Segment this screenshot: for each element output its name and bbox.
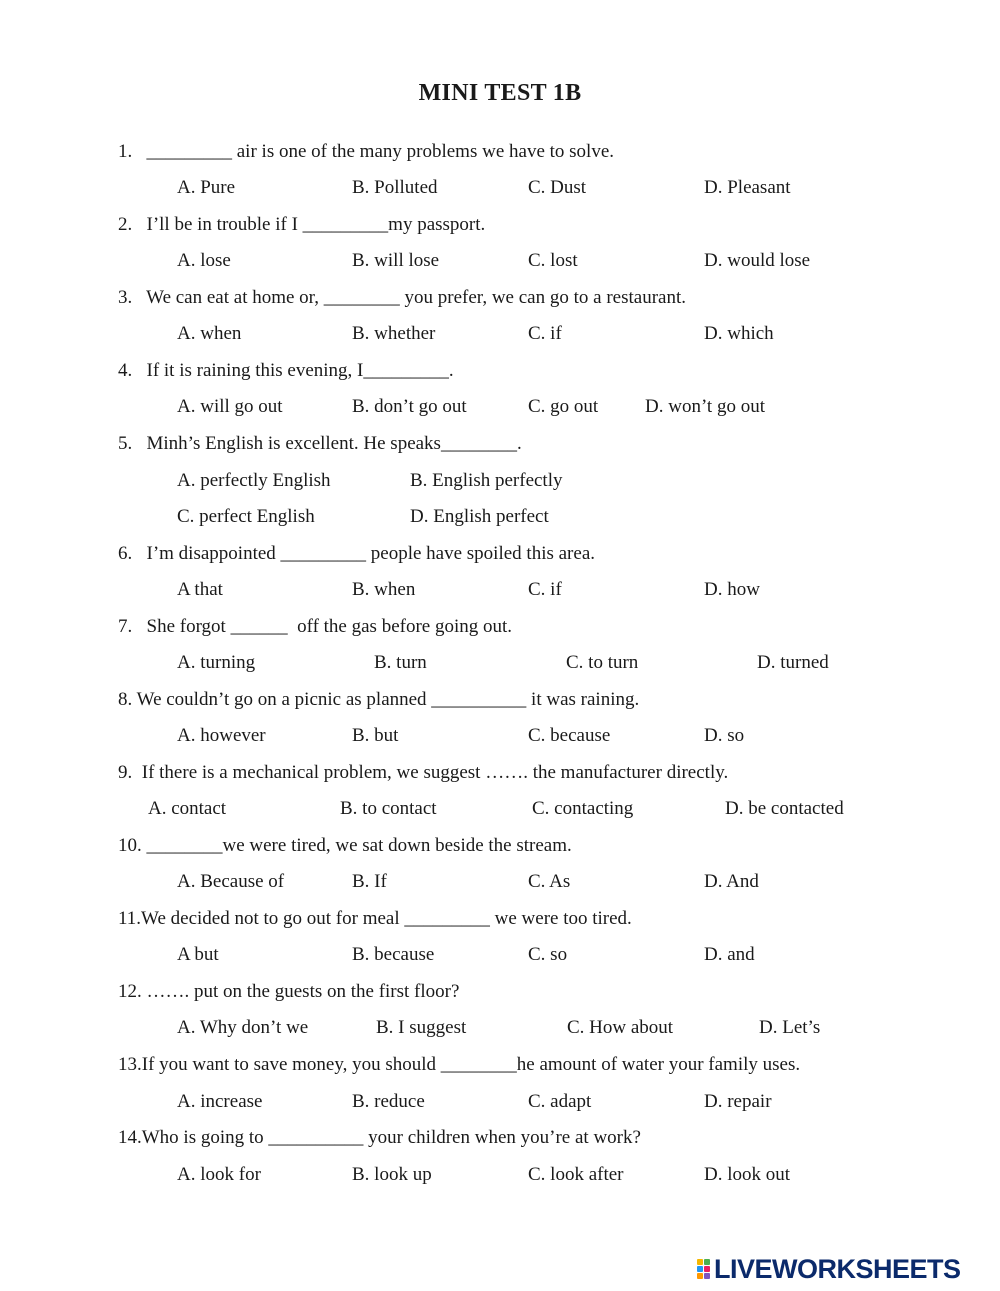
question-13: 13.If you want to save money, you should ________he amount of water your family uses. (118, 1054, 801, 1075)
option[interactable]: B. but (352, 725, 399, 746)
option[interactable]: B. to contact (340, 798, 437, 819)
option[interactable]: C. As (528, 871, 571, 892)
option[interactable]: A. Because of (177, 871, 285, 892)
option[interactable]: B. turn (374, 652, 427, 673)
option[interactable]: C. contacting (532, 798, 634, 819)
brand-name: LIVEWORKSHEETS (714, 1253, 961, 1284)
option[interactable]: D. so (704, 725, 745, 746)
option[interactable]: D. be contacted (725, 798, 844, 819)
option[interactable]: B. If (352, 871, 387, 892)
option[interactable]: A. turning (177, 652, 256, 673)
option[interactable]: A. when (177, 323, 242, 344)
option[interactable]: B. will lose (352, 250, 440, 271)
question-14: 14.Who is going to __________ your children when you’re at work? (118, 1127, 641, 1148)
liveworksheets-logo-icon (697, 1259, 710, 1279)
option[interactable]: A. contact (148, 798, 227, 819)
question-7: 7. She forgot ______ off the gas before going out. (118, 616, 513, 637)
question-5: 5. Minh’s English is excellent. He speaks________. (118, 433, 522, 454)
option[interactable]: B. don’t go out (352, 396, 467, 417)
option[interactable]: C. because (528, 725, 611, 746)
option[interactable]: D. which (704, 323, 774, 344)
option[interactable]: A. Pure (177, 177, 236, 198)
option[interactable]: B. English perfectly (410, 470, 563, 491)
option[interactable]: A. look for (177, 1164, 261, 1185)
option[interactable]: C. to turn (566, 652, 639, 673)
option[interactable]: C. look after (528, 1164, 624, 1185)
question-10: 10. ________we were tired, we sat down beside the stream. (118, 835, 572, 856)
option[interactable]: A but (177, 944, 219, 965)
option[interactable]: A. perfectly English (177, 470, 331, 491)
question-9: 9. If there is a mechanical problem, we suggest ……. the manufacturer directly. (118, 762, 729, 783)
option[interactable]: A. lose (177, 250, 231, 271)
option[interactable]: C. Dust (528, 177, 587, 198)
option[interactable]: C. if (528, 323, 562, 344)
option[interactable]: C. How about (567, 1017, 674, 1038)
question-12: 12. ……. put on the guests on the first floor? (118, 981, 460, 1002)
question-6: 6. I’m disappointed _________ people have spoiled this area. (118, 543, 596, 564)
option[interactable]: D. English perfect (410, 506, 549, 527)
option[interactable]: B. I suggest (376, 1017, 467, 1038)
option[interactable]: C. go out (528, 396, 599, 417)
option[interactable]: D. look out (704, 1164, 791, 1185)
option[interactable]: D. And (704, 871, 759, 892)
option[interactable]: C. perfect English (177, 506, 315, 527)
option[interactable]: D. and (704, 944, 755, 965)
option[interactable]: A. Why don’t we (177, 1017, 309, 1038)
option[interactable]: B. reduce (352, 1091, 425, 1112)
option[interactable]: B. whether (352, 323, 436, 344)
question-1: 1. _________ air is one of the many problems we have to solve. (118, 141, 615, 162)
question-8: 8. We couldn’t go on a picnic as planned __________ it was raining. (118, 689, 640, 710)
question-2: 2. I’ll be in trouble if I _________my passport. (118, 214, 486, 235)
option[interactable]: B. because (352, 944, 435, 965)
option[interactable]: C. so (528, 944, 568, 965)
question-4: 4. If it is raining this evening, I_________. (118, 360, 454, 381)
question-11: 11.We decided not to go out for meal _________ we were too tired. (118, 908, 632, 929)
option[interactable]: C. if (528, 579, 562, 600)
option[interactable]: D. Let’s (759, 1017, 821, 1038)
option[interactable]: D. Pleasant (704, 177, 791, 198)
option[interactable]: D. turned (757, 652, 829, 673)
page-title: MINI TEST 1B (418, 80, 582, 106)
question-3: 3. We can eat at home or, ________ you prefer, we can go to a restaurant. (118, 287, 686, 308)
option[interactable]: D. how (704, 579, 760, 600)
option[interactable]: B. look up (352, 1164, 432, 1185)
option[interactable]: A that (177, 579, 223, 600)
option[interactable]: C. adapt (528, 1091, 592, 1112)
option[interactable]: D. won’t go out (645, 396, 765, 417)
option[interactable]: D. repair (704, 1091, 772, 1112)
option[interactable]: A. increase (177, 1091, 263, 1112)
option[interactable]: A. will go out (177, 396, 283, 417)
option[interactable]: D. would lose (704, 250, 811, 271)
option[interactable]: B. when (352, 579, 416, 600)
liveworksheets-branding[interactable] (697, 1254, 961, 1284)
option[interactable]: B. Polluted (352, 177, 438, 198)
option[interactable]: A. however (177, 725, 266, 746)
option[interactable]: C. lost (528, 250, 578, 271)
